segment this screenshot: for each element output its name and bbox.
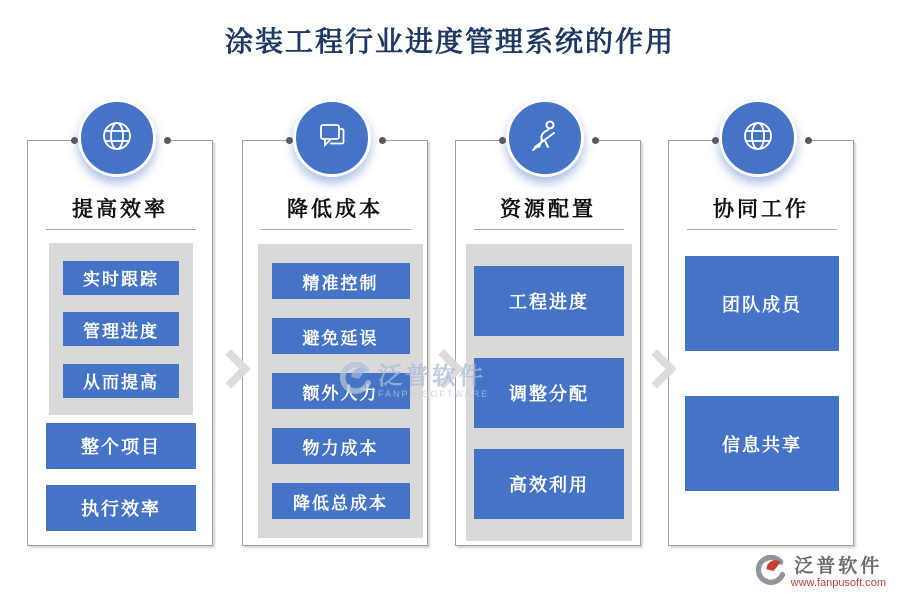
card-resource-allocation [455, 140, 641, 546]
item-panel [49, 243, 193, 415]
connector-dot [712, 137, 719, 144]
watermark-text: 泛普软件 [378, 363, 486, 390]
heading-divider [261, 229, 411, 230]
item-chip: 执行效率 [46, 485, 196, 531]
heading-divider [474, 229, 624, 230]
connector-dot [164, 137, 171, 144]
connector-dot [71, 137, 78, 144]
item-chip: 额外人力 [272, 373, 410, 409]
circle-badge [293, 99, 371, 177]
item-chip: 实时跟踪 [63, 261, 179, 295]
circle-badge [506, 99, 584, 177]
item-chip: 降低总成本 [272, 483, 410, 519]
circle-badge [719, 99, 797, 177]
item-chip: 整个项目 [46, 423, 196, 469]
column-heading: 降低成本 [287, 197, 383, 221]
circle-badge [78, 99, 156, 177]
connector-dot [805, 137, 812, 144]
heading-divider [46, 229, 196, 230]
footer-logo-url: www.fanpusoft.com [790, 577, 886, 589]
column-heading: 协同工作 [713, 197, 809, 221]
footer-logo-name: 泛普软件 [794, 556, 883, 577]
card-collaboration [668, 140, 854, 546]
connector-dot [592, 137, 599, 144]
connector-dot [499, 137, 506, 144]
page-title: 涂装工程行业进度管理系统的作用 [224, 27, 675, 58]
globe-icon [97, 116, 137, 161]
chat-bubbles-icon [312, 116, 352, 161]
item-panel [258, 244, 423, 538]
watermark-subtext: FANPU SOFTWARE [378, 388, 490, 399]
item-chip: 团队成员 [685, 256, 839, 351]
connector-dot [379, 137, 386, 144]
card-reduce-cost [242, 140, 428, 546]
heading-divider [687, 229, 837, 230]
column-heading: 资源配置 [500, 197, 596, 221]
globe-icon [738, 116, 778, 161]
item-chip: 物力成本 [272, 428, 410, 464]
item-chip: 避免延误 [272, 318, 410, 354]
connector-dot [286, 137, 293, 144]
worker-shovel-icon [525, 116, 565, 161]
item-chip: 信息共享 [685, 396, 839, 491]
item-chip: 精准控制 [272, 263, 410, 299]
footer-logo [754, 555, 886, 592]
item-chip: 高效利用 [474, 449, 624, 519]
item-chip: 调整分配 [474, 358, 624, 428]
item-panel [466, 244, 632, 541]
card-improve-efficiency [27, 140, 213, 546]
item-chip: 从而提高 [63, 364, 179, 398]
item-chip: 管理进度 [63, 312, 179, 346]
fanpu-swirl-icon [754, 555, 786, 592]
item-chip: 工程进度 [474, 266, 624, 336]
column-heading: 提高效率 [72, 197, 168, 221]
